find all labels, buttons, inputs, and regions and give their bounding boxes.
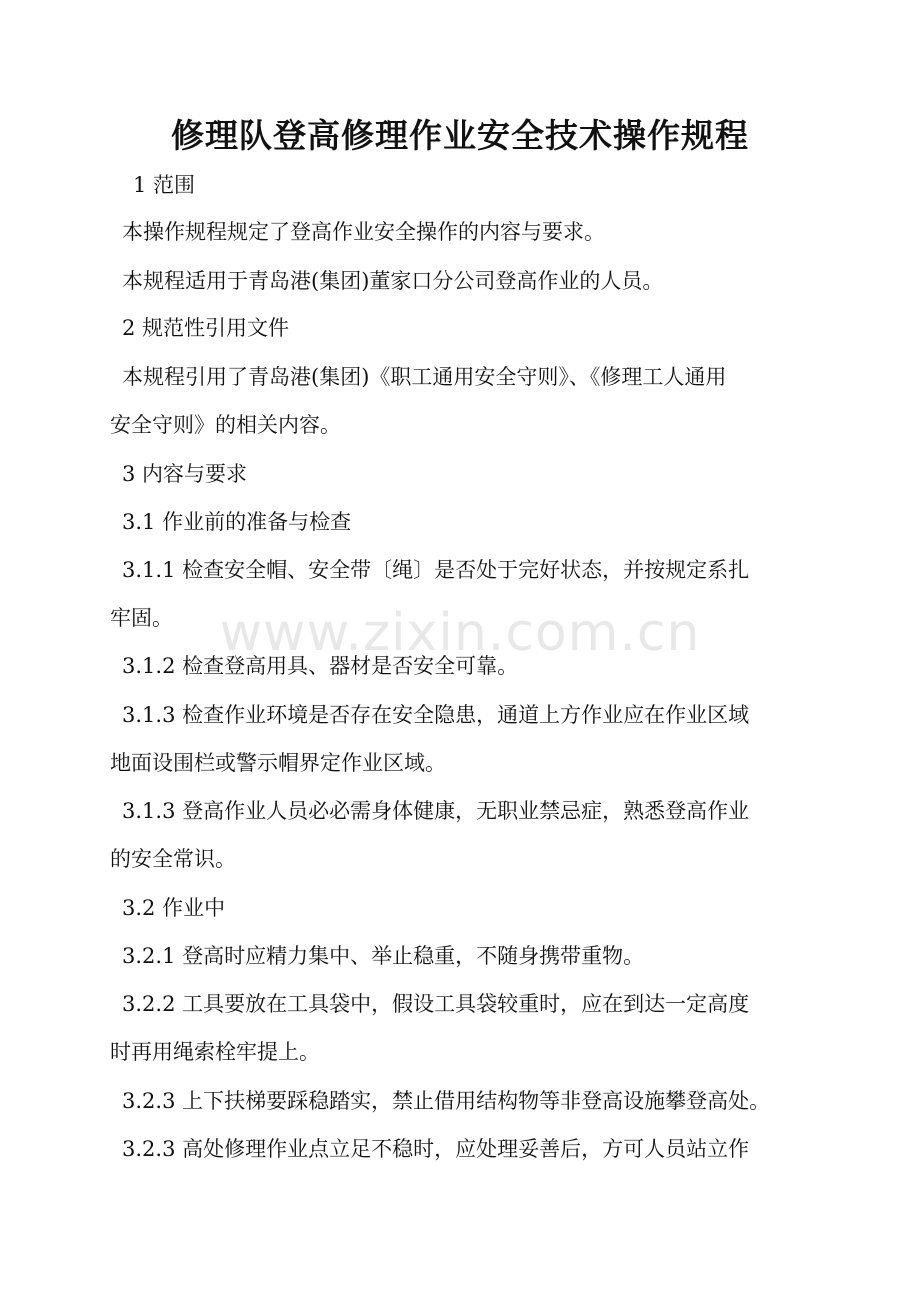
paragraph-line: 的安全常识。 [110, 847, 236, 871]
paragraph-line: 时再用绳索栓牢提上。 [110, 1040, 320, 1064]
paragraph-line: 3.1.3 登高作业人员必必需身体健康，无职业禁忌症，熟悉登高作业 [122, 799, 750, 823]
watermark: www.zixin.com.cn [219, 603, 701, 663]
section-3-heading: 3 内容与要求 [122, 462, 248, 486]
paragraph-line: 3.1.1 检查安全帽、安全带〔绳〕是否处于完好状态，并按规定系扎 [122, 558, 750, 582]
paragraph-line: 3.1.2 检查登高用具、器材是否安全可靠。 [122, 654, 519, 678]
paragraph-line: 3.2.3 上下扶梯要踩稳踏实，禁止借用结构物等非登高设施攀登高处。 [122, 1089, 771, 1113]
document-title: 修理队登高修理作业安全技术操作规程 [171, 116, 749, 155]
section-1-heading: 1 范围 [133, 173, 196, 197]
paragraph-line: 本操作规程规定了登高作业安全操作的内容与要求。 [122, 220, 605, 244]
paragraph-line: 3.1.3 检查作业环境是否存在安全隐患，通道上方作业应在作业区域 [122, 703, 750, 727]
section-2-heading: 2 规范性引用文件 [122, 316, 290, 340]
paragraph-line: 地面设围栏或警示帽界定作业区域。 [110, 751, 446, 775]
paragraph-line: 3.2.1 登高时应精力集中、举止稳重，不随身携带重物。 [122, 944, 645, 968]
paragraph-line: 本规程适用于青岛港(集团)董家口分公司登高作业的人员。 [122, 269, 664, 293]
paragraph-line: 安全守则》的相关内容。 [110, 413, 341, 437]
subsection-3-1-heading: 3.1 作业前的准备与检查 [122, 510, 352, 534]
paragraph-line: 3.2.3 高处修理作业点立足不稳时，应处理妥善后，方可人员站立作 [122, 1137, 750, 1161]
subsection-3-2-heading: 3.2 作业中 [122, 896, 226, 920]
paragraph-line: 3.2.2 工具要放在工具袋中，假设工具袋较重时，应在到达一定高度 [122, 992, 750, 1016]
paragraph-line: 牢固。 [110, 606, 173, 630]
paragraph-line: 本规程引用了青岛港(集团)《职工通用安全守则》、《修理工人通用 [122, 365, 727, 389]
